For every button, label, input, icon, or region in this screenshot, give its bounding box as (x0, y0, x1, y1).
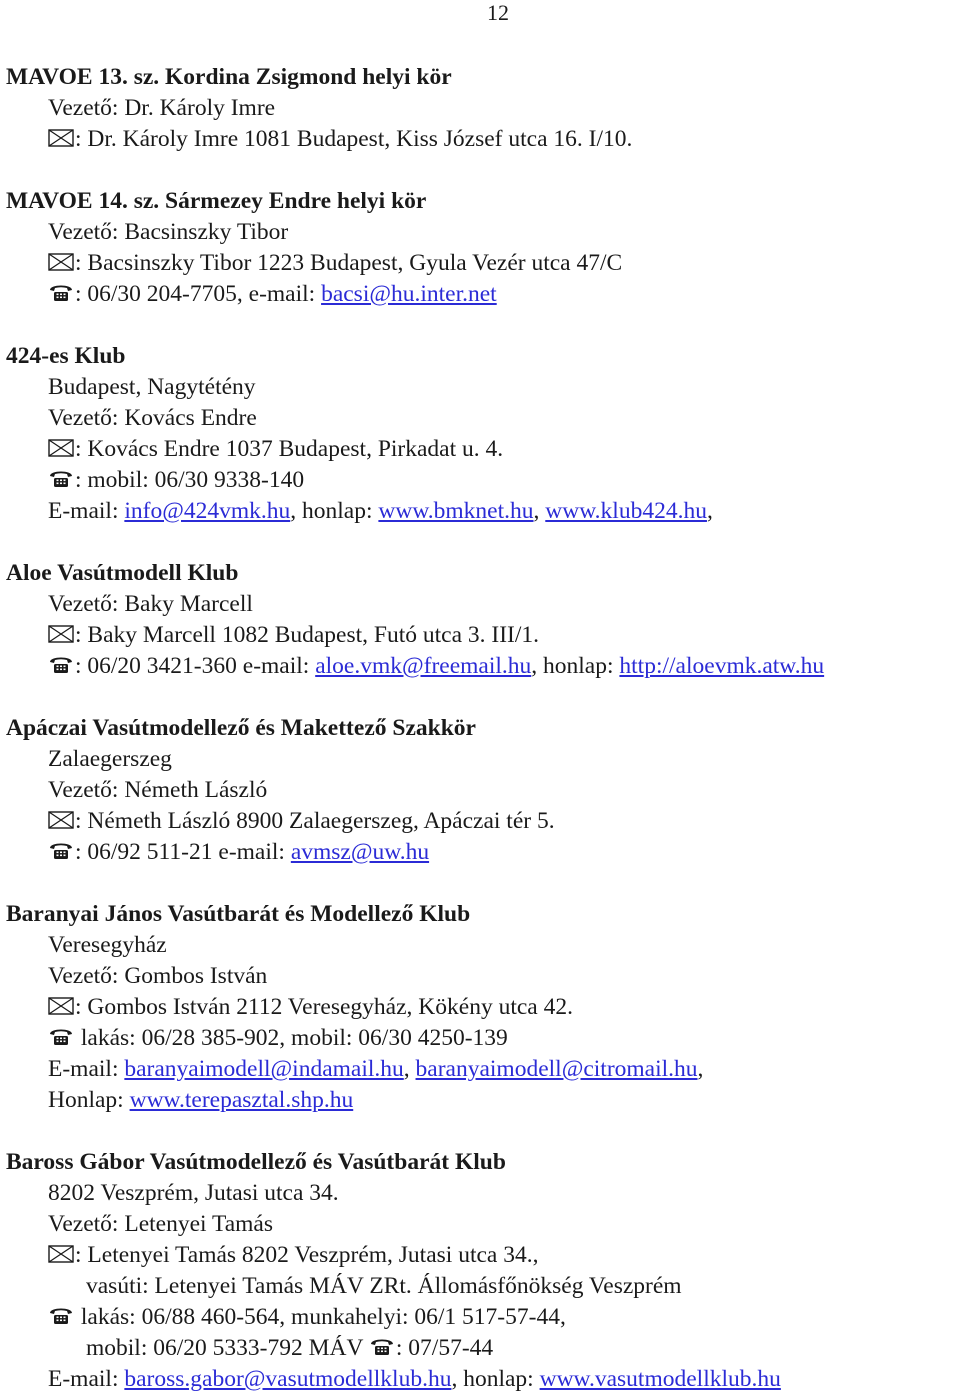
info-line (6, 744, 954, 775)
telephone-icon (48, 1304, 74, 1326)
info-line (6, 403, 954, 434)
line-text: : 06/20 3421-360 e-mail: (75, 653, 316, 679)
info-line (6, 1209, 954, 1240)
info-line (6, 1271, 954, 1302)
club-title: MAVOE 14. sz. Sármezey Endre helyi kör (6, 188, 427, 214)
contact-link[interactable]: www.vasutmodellklub.hu (539, 1366, 781, 1392)
envelope-icon (48, 810, 74, 830)
line-text: Vezető: Németh László (48, 777, 268, 803)
telephone-icon (369, 1335, 395, 1357)
line-text: Veresegyház (48, 932, 167, 958)
line-text: vasúti: Letenyei Tamás MÁV ZRt. Állomásfőnökség Veszprém (86, 1273, 682, 1299)
line-text: : 07/57-44 (395, 1335, 494, 1361)
line-text: E-mail: (48, 1056, 125, 1082)
line-text: : Németh László 8900 Zalaegerszeg, Apáczai tér 5. (75, 808, 555, 834)
entry-spacer (6, 310, 954, 341)
envelope-icon (48, 624, 74, 644)
club-entry (6, 558, 954, 682)
info-line (6, 1085, 954, 1116)
telephone-icon (48, 653, 74, 675)
info-line (6, 961, 954, 992)
entry-spacer (6, 527, 954, 558)
telephone-icon (48, 839, 74, 861)
line-text: : Gombos István 2112 Veresegyház, Kökény utca 42. (75, 994, 573, 1020)
line-text: : 06/30 204-7705, e-mail: (75, 281, 322, 307)
entry-spacer (6, 1116, 954, 1147)
line-text: , (533, 498, 546, 524)
line-text: Vezető: Letenyei Tamás (48, 1211, 273, 1237)
contact-link[interactable]: aloe.vmk@freemail.hu (315, 653, 532, 679)
info-line (6, 775, 954, 806)
line-text: Vezető: Kovács Endre (48, 405, 257, 431)
line-text: : Letenyei Tamás 8202 Veszprém, Jutasi utca 34., (75, 1242, 539, 1268)
line-text: : 06/92 511-21 e-mail: (75, 839, 291, 865)
club-entry (6, 341, 954, 527)
contact-link[interactable]: www.bmknet.hu (378, 498, 534, 524)
line-text: E-mail: (48, 1366, 125, 1392)
postal-address-line (6, 1240, 954, 1271)
postal-address-line (6, 620, 954, 651)
club-title: Apáczai Vasútmodellező és Makettező Szakkör (6, 715, 476, 741)
line-text: : Bacsinszky Tibor 1223 Budapest, Gyula Vezér utca 47/C (75, 250, 623, 276)
telephone-icon (48, 467, 74, 489)
club-entry (6, 1147, 954, 1395)
info-line (6, 589, 954, 620)
contact-link[interactable]: baranyaimodell@indamail.hu (124, 1056, 404, 1082)
club-entry (6, 186, 954, 310)
line-text: , (403, 1056, 416, 1082)
envelope-icon (48, 252, 74, 272)
entry-spacer (6, 155, 954, 186)
line-text: : Dr. Károly Imre 1081 Budapest, Kiss József utca 16. I/10. (75, 126, 633, 152)
club-title: 424-es Klub (6, 343, 126, 369)
info-line (6, 1364, 954, 1395)
line-text: : Baky Marcell 1082 Budapest, Futó utca 3. III/1. (75, 622, 540, 648)
envelope-icon (48, 438, 74, 458)
line-text: Vezető: Dr. Károly Imre (48, 95, 276, 121)
line-text: , honlap: (290, 498, 379, 524)
line-text: lakás: 06/88 460-564, munkahelyi: 06/1 517-57-44, (75, 1304, 566, 1330)
line-text: , honlap: (531, 653, 620, 679)
envelope-icon (48, 1244, 74, 1264)
telephone-icon (48, 1025, 74, 1047)
line-text: mobil: 06/20 5333-792 MÁV (86, 1335, 369, 1361)
envelope-icon (48, 128, 74, 148)
line-text: lakás: 06/28 385-902, mobil: 06/30 4250-139 (75, 1025, 508, 1051)
club-directory (6, 62, 954, 1395)
page-number: 12 (487, 0, 509, 25)
club-entry (6, 62, 954, 155)
line-text: 8202 Veszprém, Jutasi utca 34. (48, 1180, 339, 1206)
club-entry (6, 713, 954, 868)
club-title: Baranyai János Vasútbarát és Modellező Klub (6, 901, 471, 927)
line-text: , (697, 1056, 704, 1082)
phone-line (6, 651, 954, 682)
line-text: E-mail: (48, 498, 125, 524)
entry-spacer (6, 868, 954, 899)
phone-line (6, 1023, 954, 1054)
line-text: : mobil: 06/30 9338-140 (75, 467, 305, 493)
info-line (6, 930, 954, 961)
info-line (6, 1054, 954, 1085)
postal-address-line (6, 434, 954, 465)
envelope-icon (48, 996, 74, 1016)
postal-address-line (6, 992, 954, 1023)
contact-link[interactable]: info@424vmk.hu (124, 498, 291, 524)
line-text: : Kovács Endre 1037 Budapest, Pirkadat u. 4. (75, 436, 504, 462)
phone-line (6, 1302, 954, 1333)
postal-address-line (6, 806, 954, 837)
contact-link[interactable]: http://aloevmk.atw.hu (619, 653, 825, 679)
line-text: , (706, 498, 713, 524)
postal-address-line (6, 124, 954, 155)
phone-line (6, 837, 954, 868)
contact-link[interactable]: www.terepasztal.shp.hu (129, 1087, 354, 1113)
club-entry (6, 899, 954, 1116)
line-text: Vezető: Bacsinszky Tibor (48, 219, 289, 245)
line-text: Vezető: Baky Marcell (48, 591, 253, 617)
contact-link[interactable]: baross.gabor@vasutmodellklub.hu (124, 1366, 452, 1392)
phone-line (6, 279, 954, 310)
line-text: , honlap: (451, 1366, 540, 1392)
info-line (6, 217, 954, 248)
info-line (6, 372, 954, 403)
info-line (6, 496, 954, 527)
phone-line (6, 465, 954, 496)
info-line (6, 93, 954, 124)
club-title: Aloe Vasútmodell Klub (6, 560, 239, 586)
info-line (6, 1333, 954, 1364)
contact-link[interactable]: www.klub424.hu (545, 498, 707, 524)
line-text: Vezető: Gombos István (48, 963, 268, 989)
telephone-icon (48, 281, 74, 303)
contact-link[interactable]: bacsi@hu.inter.net (321, 281, 497, 307)
club-title: Baross Gábor Vasútmodellező és Vasútbarát Klub (6, 1149, 506, 1175)
contact-link[interactable]: avmsz@uw.hu (290, 839, 430, 865)
info-line (6, 1178, 954, 1209)
postal-address-line (6, 248, 954, 279)
club-title: MAVOE 13. sz. Kordina Zsigmond helyi kör (6, 64, 452, 90)
entry-spacer (6, 682, 954, 713)
line-text: Budapest, Nagytétény (48, 374, 256, 400)
line-text: Zalaegerszeg (48, 746, 172, 772)
contact-link[interactable]: baranyaimodell@citromail.hu (415, 1056, 698, 1082)
line-text: Honlap: (48, 1087, 130, 1113)
